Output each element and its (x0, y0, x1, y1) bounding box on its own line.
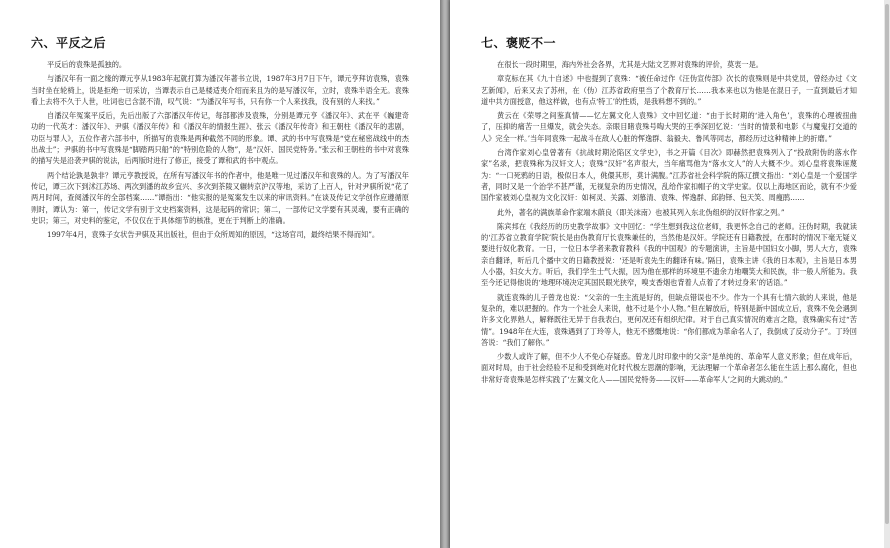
right-page (450, 0, 890, 548)
paragraph: 两个结论孰是孰非？谭元亨教授说，在所有写潘汉年书的作者中，他是唯一见过潘汉年和袁殊的人。为了写潘汉年传记，谭三次下到沭江苏场、两次到潘的故乡宜兴、多次到茶陵又辗转京沪汉等地，采访了上百人，针对尹骐所说“花了两月时间，查阅潘汉年的全部档案……”谭指出：“他实报的是冤案发生以来的审讯资料。”在谈及传记文学创作应遵循原则时，谭认为：第一，传记文学有别于文史档案资料，这是起码的常识；第二，一部传记文学要有其灵魂，要有正确的史识；第三，对史料的鉴定，不仅仅在于具体细节的核准，更在于判断上的准确。 (31, 170, 409, 225)
paragraph: 自潘汉年冤案平反后，先后出版了六部潘汉年传记，每部都涉及袁殊，分别是谭元亨《潘汉年》、武在平《巍建奇功的一代英才：潘汉年》、尹骐《潘汉年传》和《潘汉年的情报生涯》、张云《潘汉年传奇》和王朝柱《潘汉年的悲剧，功臣与罪人》，五位作者六部书中，所描写的袁殊是两种截然不同的形象。谭、武的书中写袁殊是“党在秘密战线中的杰出战士”；尹骐的书中写袁殊是“脚踏两只船”的“特别危险的人物”，是“汉奸、国民党特务。”张云和王朝柱的书中对袁殊的描写失是沿袭尹骐的说法，后两版时进行了修正，接受了谭和武的书中观点。 (31, 111, 409, 166)
paragraph: 与潘汉年有一面之缘的谭元亨从1983年起就打算为潘汉年著书立说，1987年3月7日下午，谭元亨拜访袁殊，袁殊当时坐在轮椅上，说是拒绝一切采访，当谭表示自己是楼适夷介绍而来且为的是写潘汉年，立时，袁殊半语全无。袁殊看上去将不久于人世，吐词也已含混不清，叹气说：“为潘汉年写书，只有你一个人来找我，没有别的人来找。” (31, 74, 409, 106)
paragraph: 1997年4月，袁殊子女状告尹骐及其出版社，但由于众所周知的原因，“这场官司，最终结果不得而知”。 (47, 230, 380, 240)
paragraph: 台湾作家刘心皇曾著有《抗战时期沦陷区文学史》，书之开篇《目次》即赫然把袁殊列入了“投敌附伪的落水作家”名录，把袁殊称为汉奸文人；袁殊“汉奸”名声很大，当年痛骂他为“落水文人”的人大概不少。刘心皇将袁殊诬蔑为：“一口死鸦的日语，极似日本人，佻儇其形，莫计满腹。”江苏省社会科学院的陈辽撰文指出：“刘心皇是一个爱国学者，同时又是一个治学不甚严谨，无视复杂的历史情况，乱给作家扣帽子的文学史家。仅以上海地区而论，就有不少爱国作家被刘心皇视为文化汉奸：如柯灵、关露、刘慕清、袁殊、恽逸群、邱韵铎、包天笑、周瘦鹃…… (481, 148, 857, 203)
paragraph: 少数人或许了解，但不少人不免心存疑惑。曾龙儿时印象中的父亲“是单纯的、革命军人意义形象；但在成年后，面对时局，由于社会经验不足和受到绝对化时代极左思潮的影响，无法理解一个革命者怎么能在生活上那么腐化，但也非常好奇袁殊是怎样实践了‘左翼文化人——国民党特务——汉奸——革命军人’之间的大跳动的。” (481, 352, 857, 384)
paragraph: 黄云在《荣辱之间鉴真情——忆左翼文化人袁殊》文中回忆道：“由于长时期的‘进入角色’，袁殊的心理被扭曲了，压抑的痛苦一旦爆发，就会失态。亲眼目睹袁殊号啕大哭的王季深回忆说：‘当时的情景和电影《与魔鬼打交道的人》完全一样。’当年同袁殊一起战斗在敌人心脏的恽逸群、翁毅夫、鲁风等同志，都经历过这种精神上的折磨。” (481, 111, 857, 143)
page-gutter (440, 0, 450, 548)
left-page (0, 0, 440, 548)
vertical-scrollbar[interactable] (884, 0, 890, 548)
paragraph: 平反后的袁殊是孤独的。 (47, 60, 127, 69)
section-heading: 六、平反之后 (31, 36, 107, 50)
scrollbar-thumb[interactable] (885, 4, 889, 524)
paragraph: 在很长一段时期里，海内外社会各界，尤其是大陆文艺界对袁殊的评价，莫衷一是。 (497, 60, 763, 69)
paragraph: 陈宾邦在《我经历的历史教学故事》文中回忆：“学生想到我这位老师，我更怀念自己的老师。汪伪时期，我就读的‘江苏省立教育学院’院长是由伪教育厅长袁殊兼任的，当然他是汉奸。学院还有日籍教授，在那时的情况下毫无疑义要进行奴化教育。一日，一位日本学者来教育教科《我的中国观》的专题演讲，主旨是中国妇女小脚，男人大方，袁殊亲自翻译，听后几个播中文的日籍教授说：‘还是听袁先生的翻译有味。’隔日，袁殊主讲《我的日本观》，主旨是日本男人小器，妇女大方。听后，我们学生士气大振，因为他在那样的环境里不遗余力地嘲笑大和民族，非一般人所能为。我至今还记得他说的‘地理环境决定其国民眼光狭窄，嗅支香烟也背着人点着了才转过身来’的话语。” (481, 221, 857, 288)
section-heading: 七、褒贬不一 (481, 36, 557, 50)
paragraph: 此外，著名的满族革命作家端木蕻良（即关沫南）也被其列入东北伪组织的汉奸作家之列。” (497, 207, 785, 217)
paragraph: 章克标在其《九十自述》中也提到了袁殊：“被任命过作《汪伪宣传部》次长的袁殊则是中共党员，曾经办过《文艺新闻》，后来又去了苏州，在（伪）江苏省政府里当了个教育厅长……我本来也以为他是在混日子，一直到最后才知道中共方面授意，他这样做，也有点‘特工’的性质，是我料想不到的。” (481, 74, 857, 106)
paragraph: 就连袁殊的儿子曾龙也说：“父亲的一生主流是好的，但缺点错误也不少。作为一个具有七情六欲的人来说，他是复杂的，难以把握的。作为一个社会人来说，他不过是个小人物。”但在解放后，特别是新中国成立后，袁殊不免会遇到许多文化界熟人，解释既往无异于自我表白，更何况还有组织纪律。对于自己真实情况的难言之隐，袁殊确实有过“苦情”。1948年在大连，袁殊遇到了丁玲等人，他无不感慨地说：“你们都成为革命名人了，我倒成了反动分子”。丁玲回答说：“我们了解你。” (481, 292, 857, 347)
